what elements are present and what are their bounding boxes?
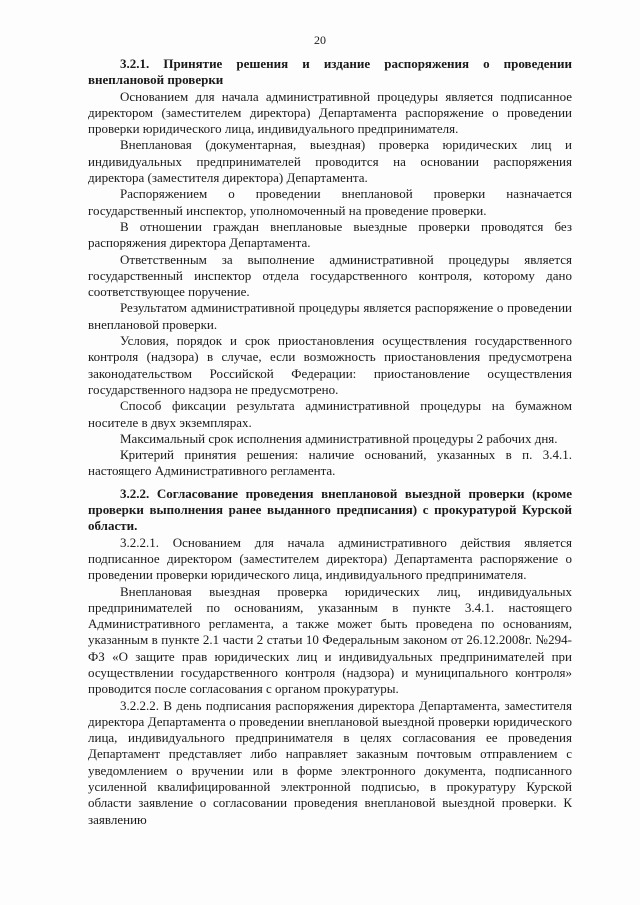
paragraph: Максимальный срок исполнения административной процедуры 2 рабочих дня. xyxy=(120,430,558,446)
paragraph: Внеплановая (документарная, выездная) проверка юридических лиц и индивидуальных предпринимателей проводится на основании распоряжения директора (заместителя директора) Департамента. xyxy=(88,137,572,186)
paragraph: В отношении граждан внеплановые выездные проверки проводятся без распоряжения директора Департамента. xyxy=(88,218,572,251)
paragraph: Распоряжением о проведении внеплановой проверки назначается государственный инспектор, уполномоченный на проведение проверки. xyxy=(88,186,572,218)
paragraph: Внеплановая выездная проверка юридических лиц, индивидуальных предпринимателей по основаниям, указанным в пункте 3.4.1. настоящего Административного регламента, а также может быть проведена по основаниям, указанным в пункте 2.1 части 2 статьи 10 Федеральным законом от 26.12.2008г. №294-ФЗ «О защите прав юридических лиц и индивидуальных предпринимателей при осуществлении государственного контроля (надзора) и муниципального контроля» проводится после согласования с органом прокуратуры. xyxy=(88,583,572,697)
paragraph: 3.2.2.1. Основанием для начала административного действия является подписанное директором (заместителем директора) Департамента распоряжение о проведении проверки юридического лица, индивидуального предпринимателя. xyxy=(88,534,572,583)
section-heading-3-2-1: 3.2.1. Принятие решения и издание распоряжения о проведении внеплановой проверки xyxy=(88,56,572,88)
paragraph: Основанием для начала административной процедуры является подписанное директором (заместителем директора) Департамента распоряжение о проведении проверки юридического лица, индивидуального предпринимателя. xyxy=(88,88,572,137)
paragraph: 3.2.2.2. В день подписания распоряжения директора Департамента, заместителя директора Департамента о проведении внеплановой выездной проверки юридического лица, индивидуального предпринимателя в целях согласования ее проведения Департамент представляет либо направляет заказным почтовым отправлением с уведомлением о вручении или в форме электронного документа, подписанного усиленной квалифицированной электронной подписью, в прокуратуру Курской области заявление о согласовании проведения внеплановой выездной проверки. К заявлению xyxy=(88,697,572,827)
paragraph: Условия, порядок и срок приостановления осуществления государственного контроля (надзора) в случае, если возможность приостановления предусмотрена законодательством Российской Федерации: приостановление осуществления государственного надзора не предусмотрено. xyxy=(88,333,572,397)
paragraph: Критерий принятия решения: наличие оснований, указанных в п. 3.4.1. настоящего Административного регламента. xyxy=(88,447,572,479)
document-body xyxy=(88,56,572,828)
page-number: 20 xyxy=(314,33,326,47)
paragraph: Ответственным за выполнение административной процедуры является государственный инспектор отдела государственного контроля, которому дано соответствующее поручение. xyxy=(88,251,572,300)
paragraph: Результатом административной процедуры является распоряжение о проведении внеплановой проверки. xyxy=(88,300,572,332)
section-heading-3-2-2: 3.2.2. Согласование проведения внеплановой выездной проверки (кроме проверки выполнения ранее выданного предписания) с прокуратурой Курской области. xyxy=(88,485,572,534)
paragraph: Способ фиксации результата административной процедуры на бумажном носителе в двух экземплярах. xyxy=(88,398,572,430)
